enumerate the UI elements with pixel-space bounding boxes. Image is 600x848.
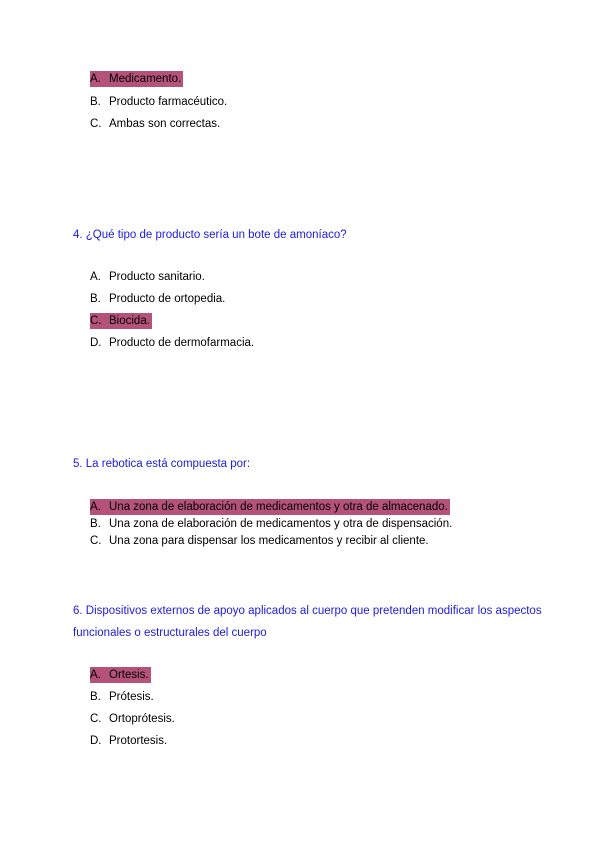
q4-option-a-text: Producto sanitario.	[109, 271, 205, 283]
q4-question: 4. ¿Qué tipo de producto sería un bote de amoníaco?	[73, 229, 347, 241]
q5-option-a-text: Una zona de elaboración de medicamentos y otra de almacenado.	[109, 501, 448, 513]
q6-option-a-text: Ortesis.	[109, 669, 149, 681]
q6-option-c	[90, 711, 175, 727]
q6-option-a-letter: A.	[90, 669, 101, 681]
q6-option-b-text: Prótesis.	[109, 691, 154, 703]
q5-option-b	[90, 516, 452, 532]
q4-option-c-highlighted	[90, 313, 152, 329]
q3-option-b-letter: B.	[90, 96, 101, 108]
q3-option-b	[90, 94, 227, 110]
q5-option-a-letter: A.	[90, 501, 101, 513]
q6-option-c-letter: C.	[90, 713, 102, 725]
q3-option-a-letter: A.	[90, 73, 101, 85]
q4-option-d-letter: D.	[90, 337, 102, 349]
q3-option-a-highlighted	[90, 71, 183, 87]
q5-option-c-letter: C.	[90, 535, 102, 547]
q4-option-c-letter: C.	[90, 315, 102, 327]
q5-option-b-letter: B.	[90, 518, 101, 530]
q4-option-b	[90, 291, 225, 307]
q5-option-c-text: Una zona para dispensar los medicamentos y recibir al cliente.	[109, 535, 429, 547]
q6-option-d	[90, 733, 167, 749]
q6-option-b	[90, 689, 154, 705]
q6-question: 6. Dispositivos externos de apoyo aplicados al cuerpo que pretenden modificar los aspectos funcionales o estructurales del cuerpo	[73, 605, 542, 639]
q5-question: 5. La rebotica está compuesta por:	[73, 458, 251, 470]
q3-option-c	[90, 116, 220, 132]
q4-option-a-letter: A.	[90, 271, 101, 283]
q4-option-b-letter: B.	[90, 293, 101, 305]
q3-option-c-letter: C.	[90, 118, 102, 130]
q4-option-b-text: Producto de ortopedia.	[109, 293, 226, 305]
q6-option-d-letter: D.	[90, 735, 102, 747]
q3-option-c-text: Ambas son correctas.	[109, 118, 221, 130]
q5-option-c	[90, 533, 429, 549]
q4-option-d-text: Producto de dermofarmacia.	[109, 337, 255, 349]
q6-option-c-text: Ortoprótesis.	[109, 713, 175, 725]
q4-option-d	[90, 335, 254, 351]
q6-option-a-highlighted	[90, 667, 151, 683]
q5-option-a-highlighted	[90, 499, 450, 515]
q3-option-a-text: Medicamento.	[109, 73, 182, 85]
q3-option-b-text: Producto farmacéutico.	[109, 96, 228, 108]
q5-option-b-text: Una zona de elaboración de medicamentos y otra de dispensación.	[109, 518, 453, 530]
q4-option-c-text: Biocida.	[109, 315, 150, 327]
q6-option-d-text: Protortesis.	[109, 735, 168, 747]
q4-option-a	[90, 269, 205, 285]
q6-option-b-letter: B.	[90, 691, 101, 703]
